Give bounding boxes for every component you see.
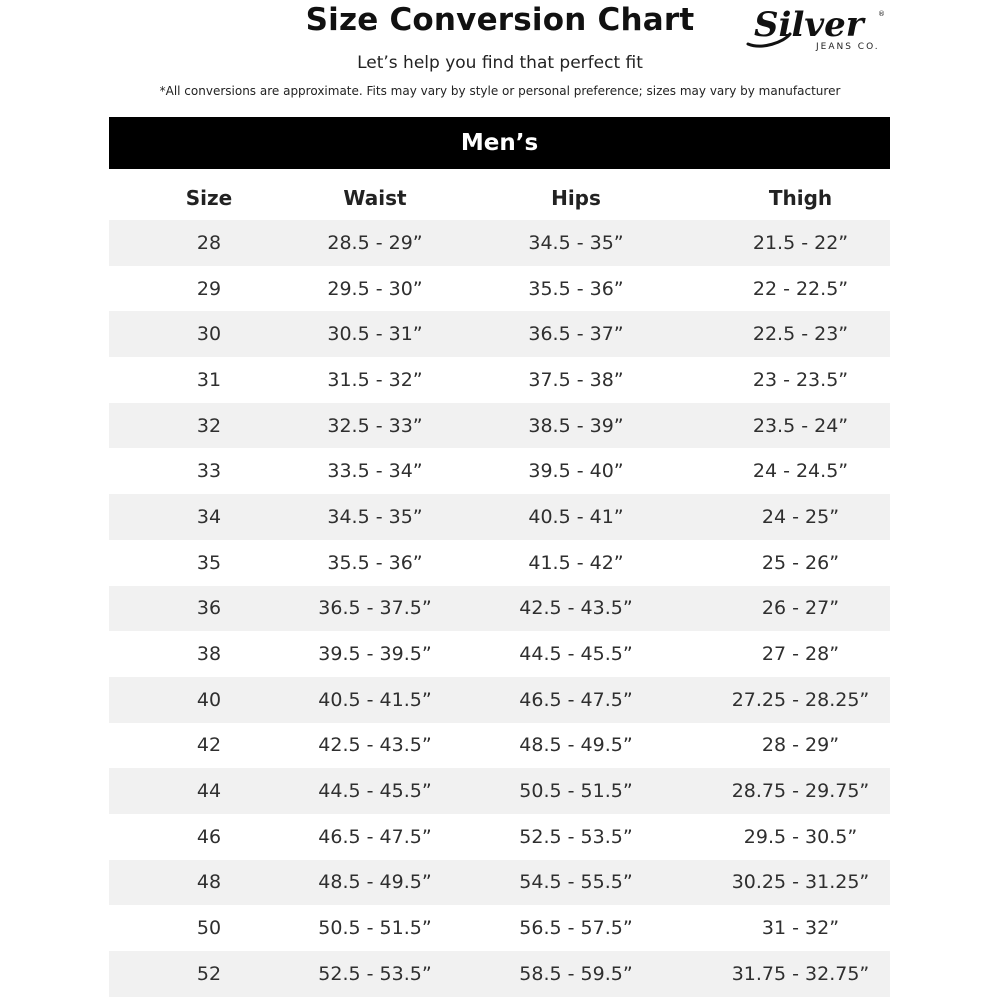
table-row [109,311,890,357]
table-row [109,494,890,540]
waist-cell: 32.5 - 33” [327,414,423,437]
hips-cell: 46.5 - 47.5” [519,688,633,711]
hips-cell: 35.5 - 36” [528,277,624,300]
page-subtitle: Let’s help you find that perfect fit [357,53,643,73]
waist-cell: 28.5 - 29” [327,231,423,254]
thigh-cell: 27.25 - 28.25” [731,688,870,711]
thigh-cell: 21.5 - 22” [752,231,849,254]
thigh-cell: 31.75 - 32.75” [731,962,870,985]
table-row [109,905,890,951]
size-cell: 34 [196,505,222,528]
waist-cell: 44.5 - 45.5” [318,780,432,803]
waist-cell: 42.5 - 43.5” [318,734,432,757]
hips-cell: 36.5 - 37” [528,323,624,346]
thigh-cell: 29.5 - 30.5” [743,825,858,848]
hips-cell: 37.5 - 38” [528,368,624,391]
hips-cell: 50.5 - 51.5” [519,780,633,803]
thigh-cell: 26 - 27” [761,597,840,620]
hips-cell: 39.5 - 40” [528,460,624,483]
logo-subtext: JEANS CO. [816,42,880,52]
size-cell: 40 [196,688,222,711]
page-title: Size Conversion Chart [305,2,695,38]
thigh-cell: 23 - 23.5” [752,368,849,391]
waist-cell: 31.5 - 32” [327,368,423,391]
size-cell: 28 [196,231,222,254]
thigh-cell: 28 - 29” [761,734,840,757]
waist-cell: 36.5 - 37.5” [318,597,432,620]
section-banner-label: Men’s [460,130,539,156]
hips-cell: 40.5 - 41” [528,505,624,528]
size-cell: 32 [196,414,222,437]
hips-cell: 54.5 - 55.5” [519,871,633,894]
table-row [109,768,890,814]
thigh-cell: 28.75 - 29.75” [731,780,870,803]
thigh-cell: 22 - 22.5” [752,277,849,300]
waist-cell: 30.5 - 31” [327,323,423,346]
section-banner [109,117,890,169]
hips-cell: 52.5 - 53.5” [519,825,633,848]
thigh-cell: 24 - 25” [761,505,840,528]
thigh-cell: 22.5 - 23” [752,323,849,346]
table-row [109,951,890,997]
size-cell: 29 [196,277,222,300]
hips-cell: 38.5 - 39” [528,414,624,437]
table-row [109,357,890,403]
column-header-hips: Hips [551,186,601,210]
hips-cell: 58.5 - 59.5” [519,962,633,985]
size-cell: 44 [196,780,222,803]
hips-cell: 48.5 - 49.5” [519,734,633,757]
svg-text:Silver: Silver [754,5,864,45]
table-row [109,266,890,312]
table-row [109,723,890,769]
waist-cell: 35.5 - 36” [327,551,423,574]
svg-text:®: ® [878,10,885,18]
size-cell: 33 [196,460,222,483]
hips-cell: 56.5 - 57.5” [519,917,633,940]
table-row [109,540,890,586]
size-cell: 48 [196,871,222,894]
disclaimer-text: *All conversions are approximate. Fits may vary by style or personal preference; sizes may vary by manufacturer [159,84,841,98]
size-cell: 42 [196,734,222,757]
hips-cell: 44.5 - 45.5” [519,643,633,666]
thigh-cell: 31 - 32” [761,917,840,940]
column-header-thigh: Thigh [768,186,833,210]
hips-cell: 41.5 - 42” [528,551,624,574]
table-row [109,631,890,677]
thigh-cell: 24 - 24.5” [752,460,849,483]
table-row [109,448,890,494]
size-cell: 35 [196,551,222,574]
waist-cell: 34.5 - 35” [327,505,423,528]
table-row [109,403,890,449]
table-row [109,220,890,266]
hips-cell: 42.5 - 43.5” [519,597,633,620]
waist-cell: 33.5 - 34” [327,460,423,483]
thigh-cell: 23.5 - 24” [752,414,849,437]
hips-cell: 34.5 - 35” [528,231,624,254]
waist-cell: 50.5 - 51.5” [318,917,432,940]
table-row [109,814,890,860]
waist-cell: 48.5 - 49.5” [318,871,432,894]
size-cell: 36 [196,597,222,620]
table-row [109,677,890,723]
column-header-size: Size [185,186,233,210]
table-row [109,586,890,632]
thigh-cell: 25 - 26” [761,551,840,574]
size-cell: 52 [196,962,222,985]
table-row [109,860,890,906]
waist-cell: 40.5 - 41.5” [318,688,432,711]
waist-cell: 52.5 - 53.5” [318,962,432,985]
size-cell: 31 [196,368,222,391]
size-cell: 46 [196,825,222,848]
waist-cell: 29.5 - 30” [327,277,423,300]
waist-cell: 39.5 - 39.5” [318,643,432,666]
thigh-cell: 30.25 - 31.25” [731,871,870,894]
column-header-waist: Waist [343,186,407,210]
table-header [109,176,890,220]
size-cell: 50 [196,917,222,940]
size-cell: 30 [196,323,222,346]
waist-cell: 46.5 - 47.5” [318,825,432,848]
size-cell: 38 [196,643,222,666]
thigh-cell: 27 - 28” [761,643,840,666]
table-body [109,220,890,997]
